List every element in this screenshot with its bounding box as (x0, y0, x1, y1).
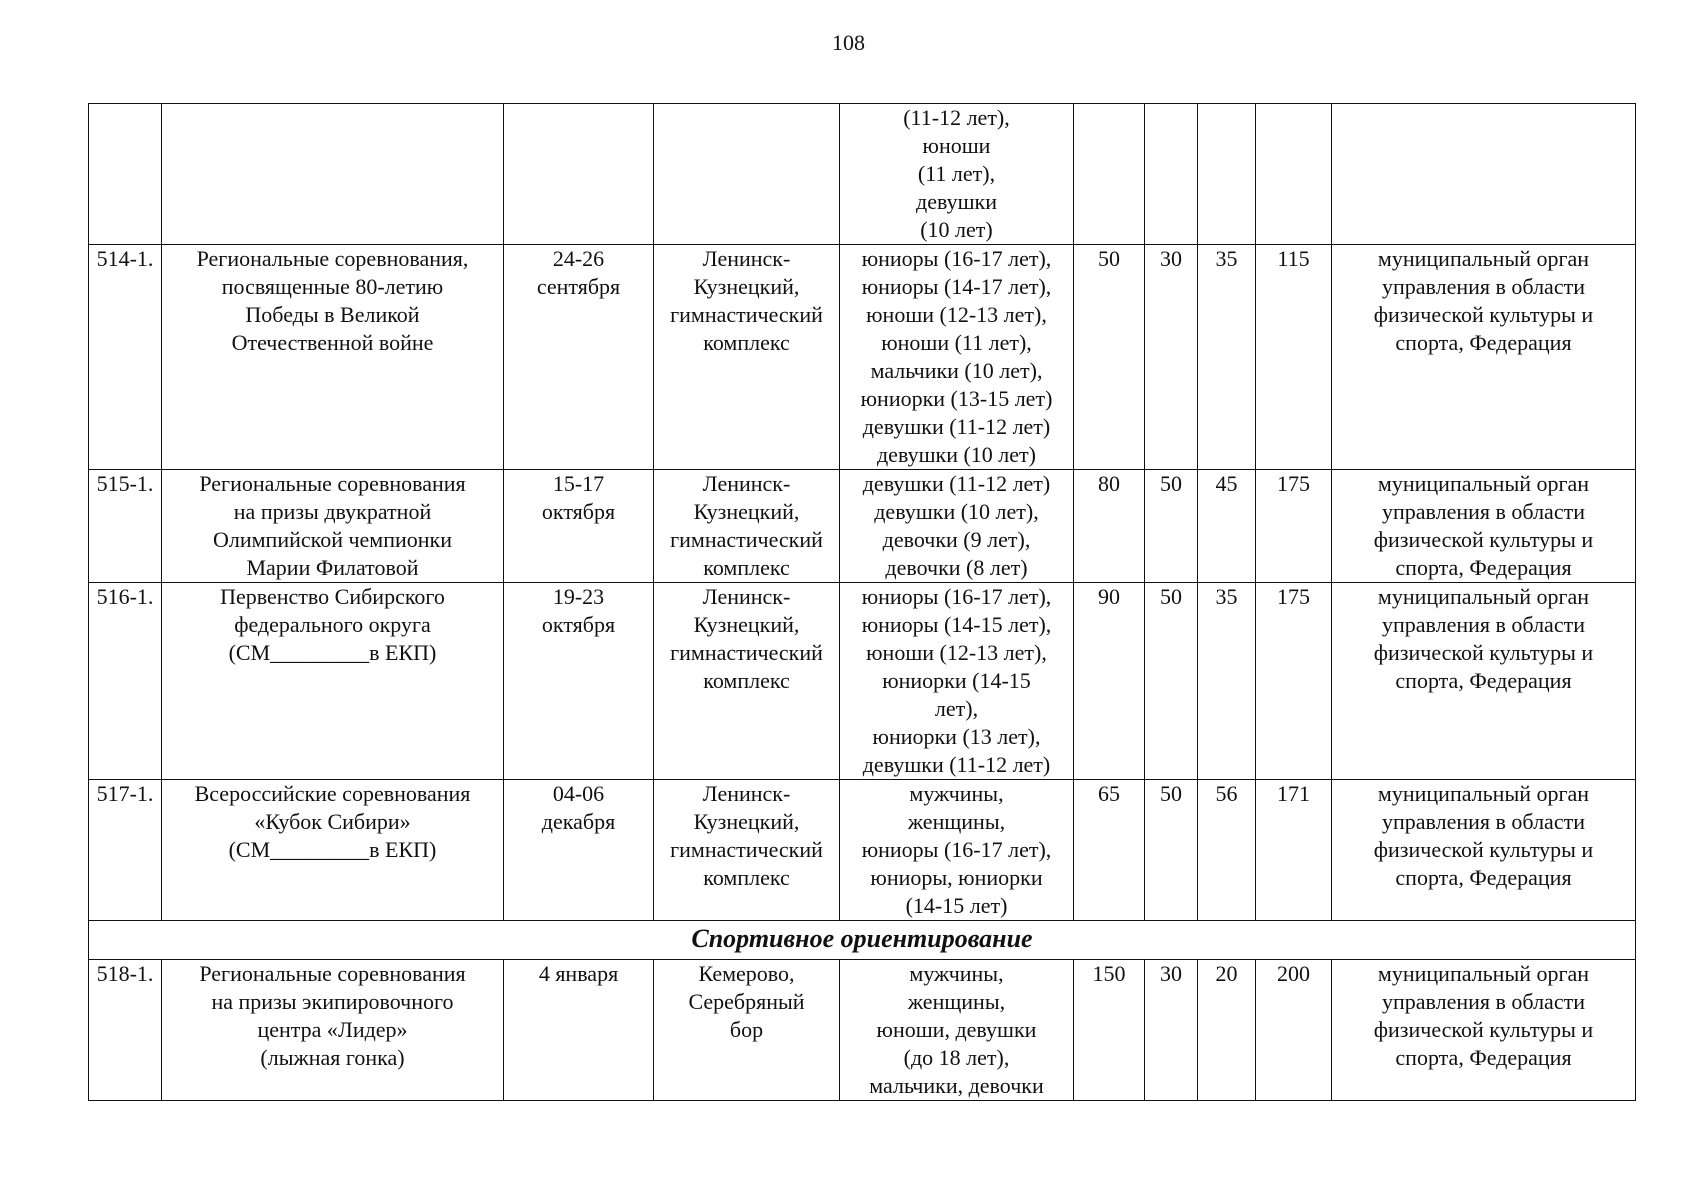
count-total-cell (1256, 960, 1332, 1101)
count-3-cell (1198, 960, 1256, 1101)
participant-groups-line: (11 лет), (917, 161, 996, 186)
organizer-line: муниципальный орган (1377, 246, 1590, 271)
event-name-line: Олимпийской чемпионки (212, 527, 453, 552)
participant-groups-line: (10 лет) (920, 217, 993, 242)
event-place-line: комплекс (703, 668, 790, 693)
participant-groups-line: девушки (10 лет) (876, 442, 1036, 467)
event-place-line: Кузнецкий, (693, 499, 800, 524)
event-place-line: гимнастический (670, 302, 823, 327)
table-row (89, 470, 1636, 583)
events-table (88, 103, 1636, 1101)
count-2: 50 (1160, 584, 1182, 609)
count-1-cell (1074, 960, 1145, 1101)
event-dates-line: декабря (541, 809, 616, 834)
count-total: 115 (1277, 246, 1310, 271)
participant-groups-line: мальчики (10 лет), (870, 358, 1043, 383)
participant-groups-line: мальчики, девочки (869, 1073, 1044, 1098)
event-name-line: Региональные соревнования (199, 961, 466, 986)
event-dates-line: сентября (536, 274, 621, 299)
count-1: 65 (1098, 781, 1120, 806)
event-place-cell (654, 583, 840, 780)
organizer-cell (1332, 780, 1636, 921)
count-3: 56 (1215, 781, 1238, 806)
table-row (89, 104, 1636, 245)
event-dates-line: октября (541, 499, 616, 524)
organizer-line: управления в области (1382, 612, 1585, 637)
participant-groups-line: (до 18 лет), (903, 1045, 1010, 1070)
count-total-cell (1256, 470, 1332, 583)
organizer-line: физической культуры и (1373, 640, 1594, 665)
participant-groups-line: юноши, девушки (876, 1017, 1037, 1042)
organizer-cell (1332, 583, 1636, 780)
event-number-cell (89, 960, 162, 1101)
organizer-line: спорта, Федерация (1395, 1045, 1572, 1070)
event-place-line: гимнастический (670, 640, 823, 665)
count-total-cell (1256, 104, 1332, 245)
page-number: 108 (832, 30, 865, 55)
participant-groups-cell (840, 245, 1074, 470)
participant-groups-cell (840, 960, 1074, 1101)
count-total: 175 (1277, 584, 1310, 609)
participant-groups-line: юниоры (16-17 лет), (861, 837, 1052, 862)
event-dates-line: 24-26 (552, 246, 605, 271)
count-1-cell (1074, 780, 1145, 921)
section-title: Спортивное ориентирование (89, 921, 1636, 960)
count-2: 30 (1160, 246, 1182, 271)
event-name-line: Отечественной войне (231, 330, 434, 355)
participant-groups-line: девушки (10 лет), (874, 499, 1039, 524)
participant-groups-line: женщины, (907, 989, 1006, 1014)
count-3: 35 (1215, 584, 1238, 609)
event-name-line: федерального округа (234, 612, 431, 637)
event-number: 516-1. (96, 584, 154, 609)
table-row (89, 960, 1636, 1101)
event-dates-line: 4 января (538, 961, 619, 986)
participant-groups-line: девушки (11-12 лет) (862, 752, 1051, 777)
count-1: 50 (1098, 246, 1120, 271)
count-1-cell (1074, 245, 1145, 470)
participant-groups-line: юноши (922, 133, 991, 158)
event-place-cell (654, 245, 840, 470)
organizer-line: физической культуры и (1373, 527, 1594, 552)
event-dates-cell (504, 960, 654, 1101)
count-total: 175 (1277, 471, 1310, 496)
participant-groups-line: (11-12 лет), (903, 105, 1010, 130)
count-total-cell (1256, 780, 1332, 921)
event-name-line: Первенство Сибирского (220, 584, 445, 609)
count-3-cell (1198, 245, 1256, 470)
event-place-cell (654, 470, 840, 583)
event-name-cell (162, 960, 504, 1101)
count-2: 30 (1160, 961, 1182, 986)
event-dates-line: 19-23 (552, 584, 605, 609)
participant-groups-line: юниорки (13 лет), (872, 724, 1041, 749)
count-3-cell (1198, 104, 1256, 245)
event-name-line: Региональные соревнования (199, 471, 466, 496)
count-2: 50 (1160, 471, 1182, 496)
event-name-cell (162, 583, 504, 780)
event-place-line: Ленинск- (702, 781, 791, 806)
participant-groups-line: мужчины, (909, 781, 1004, 806)
participant-groups-line: мужчины, (909, 961, 1004, 986)
participant-groups-line: девушки (11-12 лет) (862, 414, 1051, 439)
organizer-line: муниципальный орган (1377, 961, 1590, 986)
participant-groups-line: девочки (9 лет), (882, 527, 1031, 552)
event-place-line: Ленинск- (702, 471, 791, 496)
event-place-line: Кузнецкий, (693, 809, 800, 834)
organizer-line: спорта, Федерация (1395, 668, 1572, 693)
event-number: 514-1. (96, 246, 154, 271)
event-place-line: гимнастический (670, 527, 823, 552)
event-place-line: комплекс (703, 865, 790, 890)
participant-groups-line: юниоры (14-17 лет), (861, 274, 1052, 299)
count-2-cell (1145, 245, 1198, 470)
event-name-line: посвященные 80-летию (221, 274, 444, 299)
event-number: 517-1. (96, 781, 154, 806)
event-dates-line: 15-17 (552, 471, 605, 496)
participant-groups-line: юноши (12-13 лет), (866, 640, 1047, 665)
organizer-line: управления в области (1382, 499, 1585, 524)
event-name-cell (162, 780, 504, 921)
event-place-line: Серебряный (688, 989, 805, 1014)
count-2-cell (1145, 780, 1198, 921)
event-name-line: на призы экипировочного (211, 989, 454, 1014)
participant-groups-line: (14-15 лет) (905, 893, 1008, 918)
count-1-cell (1074, 470, 1145, 583)
count-total-cell (1256, 583, 1332, 780)
event-place-line: Кузнецкий, (693, 612, 800, 637)
event-place-line: Ленинск- (702, 584, 791, 609)
event-name-line: (СМ_________в ЕКП) (228, 837, 437, 862)
participant-groups-line: юниоры (16-17 лет), (861, 246, 1052, 271)
count-1-cell (1074, 104, 1145, 245)
event-name-line: Победы в Великой (245, 302, 420, 327)
count-3: 20 (1215, 961, 1238, 986)
event-number-cell (89, 245, 162, 470)
organizer-line: спорта, Федерация (1395, 865, 1572, 890)
participant-groups-line: женщины, (907, 809, 1006, 834)
event-place-line: комплекс (703, 555, 790, 580)
event-number: 518-1. (96, 961, 154, 986)
participant-groups-line: девочки (8 лет) (885, 555, 1028, 580)
organizer-cell (1332, 104, 1636, 245)
participant-groups-cell (840, 583, 1074, 780)
organizer-line: физической культуры и (1373, 302, 1594, 327)
participant-groups-line: девушки (11-12 лет) (862, 471, 1051, 496)
count-3: 45 (1215, 471, 1238, 496)
event-name-line: на призы двукратной (233, 499, 432, 524)
organizer-line: муниципальный орган (1377, 584, 1590, 609)
event-place-line: Кузнецкий, (693, 274, 800, 299)
event-name-cell (162, 470, 504, 583)
count-2: 50 (1160, 781, 1182, 806)
count-2-cell (1145, 104, 1198, 245)
event-dates-cell (504, 780, 654, 921)
event-name-line: (лыжная гонка) (260, 1045, 405, 1070)
count-3-cell (1198, 583, 1256, 780)
event-place-line: Ленинск- (702, 246, 791, 271)
count-2-cell (1145, 470, 1198, 583)
participant-groups-line: лет), (934, 696, 979, 721)
organizer-line: управления в области (1382, 989, 1585, 1014)
section-header-row (89, 921, 1636, 960)
count-total: 200 (1277, 961, 1310, 986)
table-row (89, 583, 1636, 780)
participant-groups-cell (840, 780, 1074, 921)
participant-groups-line: юноши (11 лет), (881, 330, 1032, 355)
participant-groups-line: девушки (916, 189, 997, 214)
participant-groups-line: юниорки (13-15 лет) (860, 386, 1053, 411)
event-name-cell (162, 104, 504, 245)
event-name-line: Марии Филатовой (246, 555, 419, 580)
event-dates-line: 04-06 (552, 781, 605, 806)
event-number-cell (89, 583, 162, 780)
count-1: 150 (1092, 961, 1126, 986)
event-place-cell (654, 104, 840, 245)
participant-groups-line: юниоры (16-17 лет), (861, 584, 1052, 609)
event-number-cell (89, 470, 162, 583)
count-2-cell (1145, 583, 1198, 780)
event-dates-cell (504, 245, 654, 470)
count-3: 35 (1215, 246, 1238, 271)
organizer-line: муниципальный орган (1377, 471, 1590, 496)
event-name-line: (СМ_________в ЕКП) (228, 640, 437, 665)
event-place-line: гимнастический (670, 837, 823, 862)
event-name-line: Всероссийские соревнования (194, 781, 471, 806)
table-row (89, 245, 1636, 470)
participant-groups-cell (840, 470, 1074, 583)
count-total: 171 (1277, 781, 1310, 806)
organizer-line: спорта, Федерация (1395, 555, 1572, 580)
event-dates-cell (504, 104, 654, 245)
organizer-line: муниципальный орган (1377, 781, 1590, 806)
event-place-line: Кемерово, (698, 961, 795, 986)
participant-groups-line: юниоры (14-15 лет), (861, 612, 1052, 637)
count-1: 90 (1098, 584, 1120, 609)
event-name-line: Региональные соревнования, (196, 246, 469, 271)
event-place-line: бор (729, 1017, 764, 1042)
organizer-line: физической культуры и (1373, 837, 1594, 862)
event-number-cell (89, 780, 162, 921)
organizer-line: управления в области (1382, 274, 1585, 299)
event-place-cell (654, 780, 840, 921)
event-name-cell (162, 245, 504, 470)
count-2-cell (1145, 960, 1198, 1101)
organizer-cell (1332, 245, 1636, 470)
participant-groups-line: юниоры, юниорки (870, 865, 1043, 890)
organizer-line: спорта, Федерация (1395, 330, 1572, 355)
event-number: 515-1. (96, 471, 154, 496)
event-place-cell (654, 960, 840, 1101)
event-name-line: центра «Лидер» (257, 1017, 408, 1042)
event-name-line: «Кубок Сибири» (254, 809, 411, 834)
event-place-line: комплекс (703, 330, 790, 355)
organizer-cell (1332, 960, 1636, 1101)
event-dates-line: октября (541, 612, 616, 637)
organizer-line: управления в области (1382, 809, 1585, 834)
count-3-cell (1198, 780, 1256, 921)
participant-groups-line: юноши (12-13 лет), (866, 302, 1047, 327)
event-dates-cell (504, 583, 654, 780)
organizer-line: физической культуры и (1373, 1017, 1594, 1042)
count-total-cell (1256, 245, 1332, 470)
participant-groups-cell (840, 104, 1074, 245)
event-dates-cell (504, 470, 654, 583)
participant-groups-line: юниорки (14-15 (882, 668, 1031, 693)
count-1-cell (1074, 583, 1145, 780)
event-number-cell (89, 104, 162, 245)
organizer-cell (1332, 470, 1636, 583)
table-row (89, 780, 1636, 921)
count-1: 80 (1098, 471, 1120, 496)
count-3-cell (1198, 470, 1256, 583)
